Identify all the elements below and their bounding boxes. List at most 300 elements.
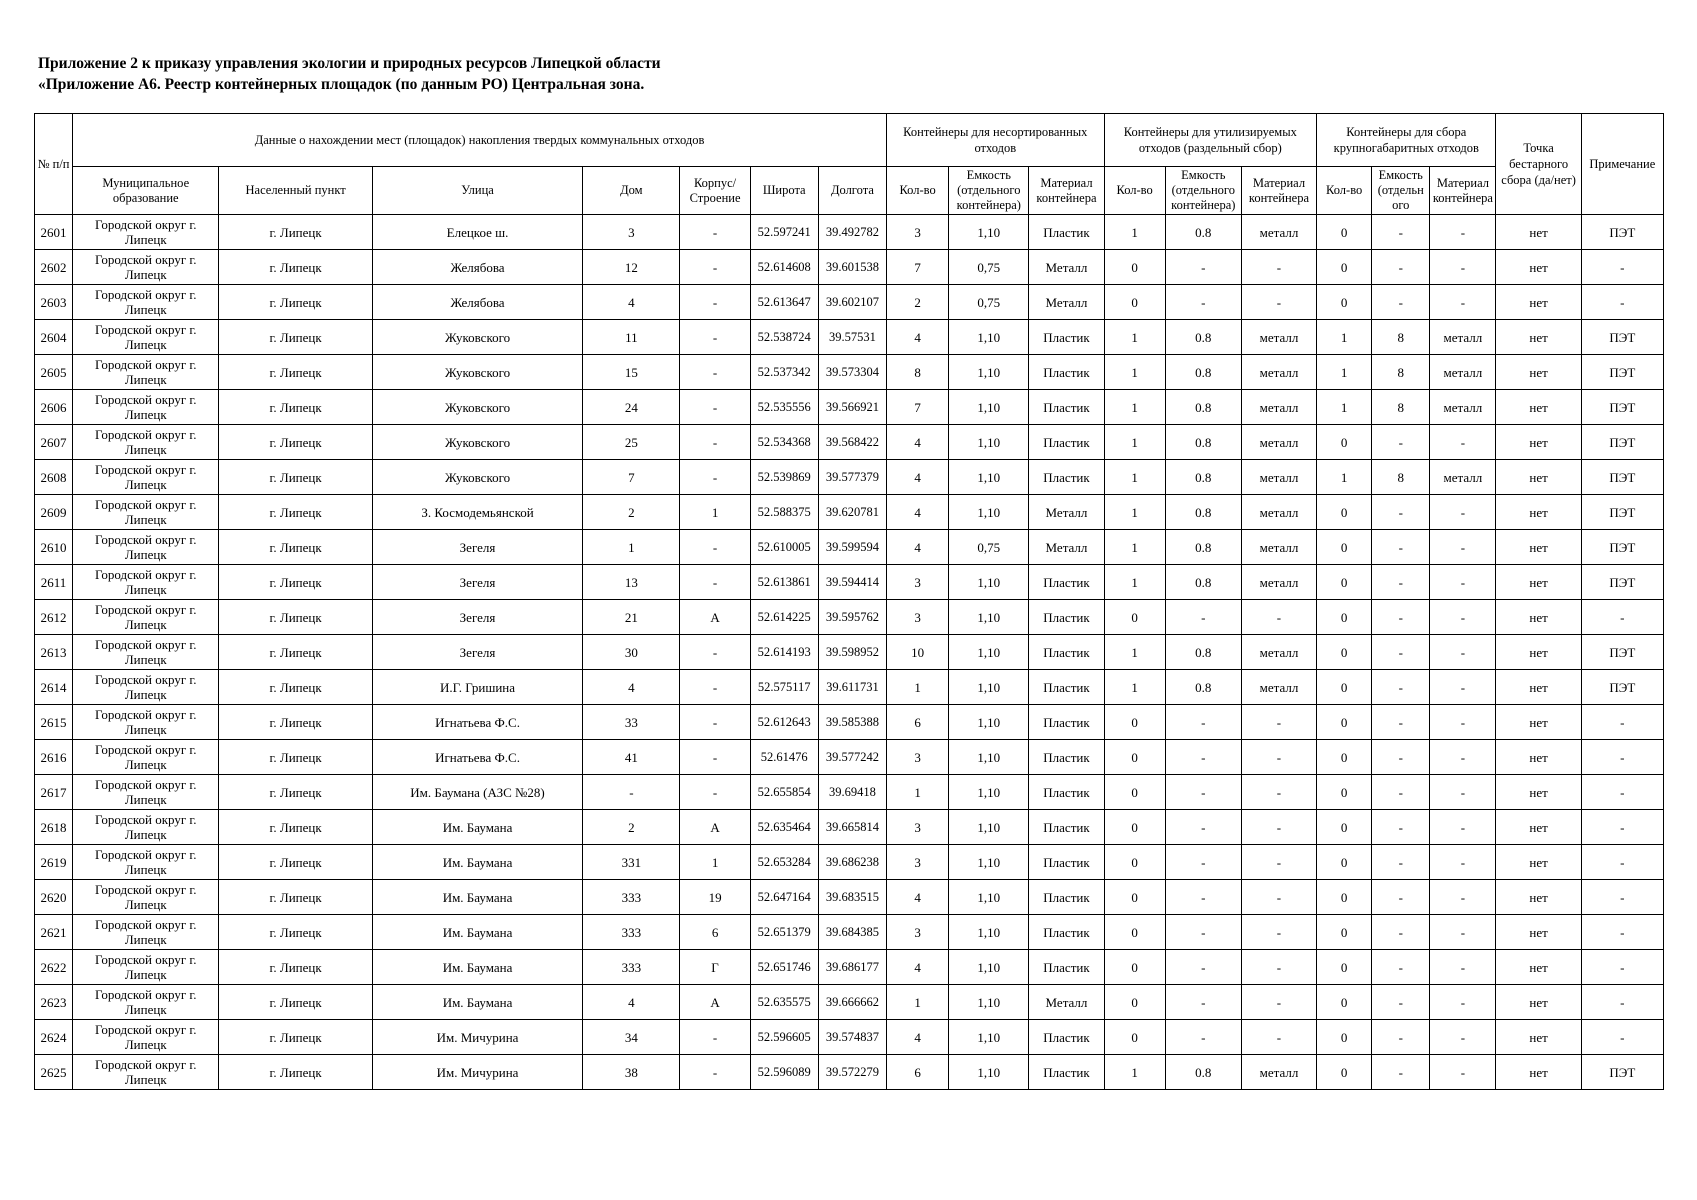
cell-building: - — [680, 1020, 750, 1055]
cell-material-recycle: - — [1241, 810, 1316, 845]
cell-building: 1 — [680, 495, 750, 530]
cell-settlement: г. Липецк — [219, 1020, 372, 1055]
cell-count: 6 — [887, 1055, 949, 1090]
cell-capacity-bulky: - — [1372, 425, 1430, 460]
cell-lat: 52.653284 — [750, 845, 818, 880]
cell-building: Г — [680, 950, 750, 985]
cell-capacity: 1,10 — [949, 845, 1029, 880]
cell-lon: 39.572279 — [818, 1055, 886, 1090]
cell-municipality: Городской округ г. Липецк — [73, 600, 219, 635]
cell-street: Зегеля — [372, 635, 582, 670]
cell-municipality: Городской округ г. Липецк — [73, 1055, 219, 1090]
cell-street: З. Космодемьянской — [372, 495, 582, 530]
cell-lat: 52.597241 — [750, 215, 818, 250]
cell-material-bulky: - — [1430, 1020, 1496, 1055]
table-row — [35, 705, 1664, 740]
cell-material-bulky: - — [1430, 810, 1496, 845]
cell-material: Пластик — [1029, 320, 1104, 355]
cell-lat: 52.575117 — [750, 670, 818, 705]
cell-material-recycle: - — [1241, 880, 1316, 915]
table-row — [35, 1055, 1664, 1090]
cell-municipality: Городской округ г. Липецк — [73, 390, 219, 425]
cell-lon: 39.573304 — [818, 355, 886, 390]
cell-lon: 39.568422 — [818, 425, 886, 460]
cell-material-recycle: - — [1241, 915, 1316, 950]
header-house: Дом — [583, 167, 680, 215]
cell-house: 3 — [583, 215, 680, 250]
cell-note: - — [1581, 1020, 1663, 1055]
cell-lon: 39.594414 — [818, 565, 886, 600]
cell-capacity: 1,10 — [949, 320, 1029, 355]
cell-count-bulky: 0 — [1317, 775, 1372, 810]
cell-lat: 52.613647 — [750, 285, 818, 320]
table-row — [35, 845, 1664, 880]
cell-capacity-recycle: 0.8 — [1165, 565, 1241, 600]
cell-street: Елецкое ш. — [372, 215, 582, 250]
cell-lat: 52.610005 — [750, 530, 818, 565]
cell-building: - — [680, 530, 750, 565]
cell-num: 2613 — [35, 635, 73, 670]
cell-note: ПЭТ — [1581, 530, 1663, 565]
cell-num: 2608 — [35, 460, 73, 495]
cell-material-bulky: металл — [1430, 355, 1496, 390]
cell-street: Им. Баумана — [372, 950, 582, 985]
cell-material: Пластик — [1029, 460, 1104, 495]
cell-material: Пластик — [1029, 390, 1104, 425]
cell-municipality: Городской округ г. Липецк — [73, 670, 219, 705]
table-body — [35, 215, 1664, 1090]
cell-count-bulky: 0 — [1317, 845, 1372, 880]
cell-street: Им. Баумана (АЗС №28) — [372, 775, 582, 810]
cell-bulk-point: нет — [1496, 810, 1581, 845]
cell-house: 15 — [583, 355, 680, 390]
header-unsorted-group: Контейнеры для несортированных отходов — [887, 114, 1105, 167]
cell-count-recycle: 0 — [1104, 845, 1165, 880]
cell-material: Металл — [1029, 285, 1104, 320]
cell-capacity-recycle: - — [1165, 285, 1241, 320]
cell-capacity-bulky: - — [1372, 565, 1430, 600]
cell-house: 4 — [583, 985, 680, 1020]
cell-note: - — [1581, 845, 1663, 880]
cell-capacity-bulky: - — [1372, 740, 1430, 775]
cell-count-bulky: 0 — [1317, 880, 1372, 915]
cell-num: 2610 — [35, 530, 73, 565]
cell-building: А — [680, 985, 750, 1020]
cell-count: 4 — [887, 950, 949, 985]
cell-count: 4 — [887, 320, 949, 355]
table-row — [35, 495, 1664, 530]
cell-material-bulky: - — [1430, 985, 1496, 1020]
cell-count-recycle: 1 — [1104, 425, 1165, 460]
cell-municipality: Городской округ г. Липецк — [73, 915, 219, 950]
cell-material: Пластик — [1029, 775, 1104, 810]
cell-num: 2606 — [35, 390, 73, 425]
header-count: Кол-во — [887, 167, 949, 215]
cell-material-bulky: - — [1430, 705, 1496, 740]
cell-count-recycle: 0 — [1104, 915, 1165, 950]
cell-house: 1 — [583, 530, 680, 565]
cell-capacity-bulky: - — [1372, 775, 1430, 810]
cell-note: ПЭТ — [1581, 215, 1663, 250]
cell-material-recycle: - — [1241, 845, 1316, 880]
cell-capacity-recycle: - — [1165, 600, 1241, 635]
cell-count-bulky: 0 — [1317, 250, 1372, 285]
cell-material: Металл — [1029, 495, 1104, 530]
cell-material-bulky: - — [1430, 635, 1496, 670]
cell-capacity-bulky: 8 — [1372, 355, 1430, 390]
cell-capacity-bulky: - — [1372, 1020, 1430, 1055]
cell-capacity-recycle: - — [1165, 845, 1241, 880]
header-bulky-group: Контейнеры для сбора крупногабаритных отходов — [1317, 114, 1496, 167]
cell-lon: 39.620781 — [818, 495, 886, 530]
cell-bulk-point: нет — [1496, 950, 1581, 985]
cell-settlement: г. Липецк — [219, 670, 372, 705]
cell-count-recycle: 0 — [1104, 600, 1165, 635]
cell-note: ПЭТ — [1581, 495, 1663, 530]
cell-settlement: г. Липецк — [219, 495, 372, 530]
cell-material-recycle: - — [1241, 950, 1316, 985]
cell-house: 24 — [583, 390, 680, 425]
cell-bulk-point: нет — [1496, 915, 1581, 950]
cell-count: 4 — [887, 495, 949, 530]
cell-material-recycle: металл — [1241, 355, 1316, 390]
cell-street: Жуковского — [372, 460, 582, 495]
cell-bulk-point: нет — [1496, 740, 1581, 775]
cell-lon: 39.602107 — [818, 285, 886, 320]
cell-settlement: г. Липецк — [219, 460, 372, 495]
cell-count-recycle: 0 — [1104, 880, 1165, 915]
cell-street: Зегеля — [372, 600, 582, 635]
cell-building: - — [680, 355, 750, 390]
cell-municipality: Городской округ г. Липецк — [73, 985, 219, 1020]
cell-material-bulky: - — [1430, 565, 1496, 600]
cell-material-bulky: - — [1430, 215, 1496, 250]
cell-street: Желябова — [372, 285, 582, 320]
cell-count: 7 — [887, 250, 949, 285]
cell-capacity: 1,10 — [949, 670, 1029, 705]
cell-count: 3 — [887, 565, 949, 600]
cell-material: Пластик — [1029, 215, 1104, 250]
cell-count: 3 — [887, 600, 949, 635]
cell-capacity-bulky: - — [1372, 285, 1430, 320]
cell-material-recycle: металл — [1241, 425, 1316, 460]
cell-house: 25 — [583, 425, 680, 460]
cell-capacity: 1,10 — [949, 880, 1029, 915]
cell-material-bulky: металл — [1430, 460, 1496, 495]
cell-house: 13 — [583, 565, 680, 600]
cell-material-recycle: металл — [1241, 215, 1316, 250]
cell-bulk-point: нет — [1496, 705, 1581, 740]
cell-settlement: г. Липецк — [219, 880, 372, 915]
cell-house: 38 — [583, 1055, 680, 1090]
cell-material-recycle: - — [1241, 985, 1316, 1020]
cell-street: И.Г. Гришина — [372, 670, 582, 705]
header-municipality: Муниципальное образование — [73, 167, 219, 215]
cell-capacity: 1,10 — [949, 775, 1029, 810]
cell-capacity: 1,10 — [949, 390, 1029, 425]
cell-bulk-point: нет — [1496, 670, 1581, 705]
table-row — [35, 670, 1664, 705]
container-sites-registry-table — [34, 113, 1664, 1090]
cell-lon: 39.69418 — [818, 775, 886, 810]
cell-note: - — [1581, 985, 1663, 1020]
cell-settlement: г. Липецк — [219, 250, 372, 285]
cell-house: 21 — [583, 600, 680, 635]
cell-capacity-recycle: 0.8 — [1165, 635, 1241, 670]
cell-material-bulky: - — [1430, 915, 1496, 950]
cell-lat: 52.651746 — [750, 950, 818, 985]
cell-lon: 39.665814 — [818, 810, 886, 845]
cell-capacity-recycle: 0.8 — [1165, 425, 1241, 460]
cell-street: Им. Баумана — [372, 845, 582, 880]
header-material-bulky: Материал контейнера — [1430, 167, 1496, 215]
cell-municipality: Городской округ г. Липецк — [73, 1020, 219, 1055]
cell-count-bulky: 0 — [1317, 425, 1372, 460]
cell-count-bulky: 0 — [1317, 495, 1372, 530]
table-row — [35, 460, 1664, 495]
cell-lat: 52.535556 — [750, 390, 818, 425]
cell-settlement: г. Липецк — [219, 915, 372, 950]
cell-count-bulky: 0 — [1317, 740, 1372, 775]
cell-count-recycle: 1 — [1104, 460, 1165, 495]
cell-note: - — [1581, 880, 1663, 915]
cell-house: 11 — [583, 320, 680, 355]
cell-bulk-point: нет — [1496, 215, 1581, 250]
cell-note: ПЭТ — [1581, 355, 1663, 390]
cell-num: 2615 — [35, 705, 73, 740]
cell-bulk-point: нет — [1496, 425, 1581, 460]
cell-street: Им. Баумана — [372, 880, 582, 915]
cell-num: 2604 — [35, 320, 73, 355]
cell-num: 2602 — [35, 250, 73, 285]
cell-house: 33 — [583, 705, 680, 740]
cell-bulk-point: нет — [1496, 985, 1581, 1020]
cell-note: ПЭТ — [1581, 670, 1663, 705]
table-row — [35, 320, 1664, 355]
table-row — [35, 740, 1664, 775]
cell-capacity-recycle: - — [1165, 1020, 1241, 1055]
cell-capacity-bulky: - — [1372, 530, 1430, 565]
cell-lon: 39.601538 — [818, 250, 886, 285]
cell-settlement: г. Липецк — [219, 775, 372, 810]
cell-material: Пластик — [1029, 880, 1104, 915]
cell-capacity-bulky: - — [1372, 950, 1430, 985]
cell-num: 2624 — [35, 1020, 73, 1055]
cell-note: - — [1581, 600, 1663, 635]
table-row — [35, 565, 1664, 600]
cell-count-bulky: 1 — [1317, 390, 1372, 425]
cell-material-recycle: металл — [1241, 565, 1316, 600]
cell-material: Пластик — [1029, 600, 1104, 635]
cell-house: 331 — [583, 845, 680, 880]
cell-bulk-point: нет — [1496, 460, 1581, 495]
cell-num: 2617 — [35, 775, 73, 810]
cell-building: - — [680, 740, 750, 775]
cell-note: ПЭТ — [1581, 635, 1663, 670]
cell-material-recycle: - — [1241, 1020, 1316, 1055]
cell-count: 1 — [887, 985, 949, 1020]
cell-building: - — [680, 705, 750, 740]
cell-material: Пластик — [1029, 1020, 1104, 1055]
cell-capacity-bulky: - — [1372, 915, 1430, 950]
cell-lat: 52.655854 — [750, 775, 818, 810]
cell-settlement: г. Липецк — [219, 565, 372, 600]
cell-capacity-recycle: 0.8 — [1165, 495, 1241, 530]
cell-count-recycle: 1 — [1104, 355, 1165, 390]
cell-num: 2605 — [35, 355, 73, 390]
cell-count: 3 — [887, 740, 949, 775]
cell-num: 2612 — [35, 600, 73, 635]
document-heading — [38, 53, 661, 95]
cell-municipality: Городской округ г. Липецк — [73, 495, 219, 530]
cell-building: - — [680, 635, 750, 670]
cell-municipality: Городской округ г. Липецк — [73, 740, 219, 775]
cell-bulk-point: нет — [1496, 355, 1581, 390]
cell-lat: 52.614225 — [750, 600, 818, 635]
cell-street: Зегеля — [372, 565, 582, 600]
cell-material-bulky: - — [1430, 250, 1496, 285]
cell-count-recycle: 1 — [1104, 320, 1165, 355]
cell-building: - — [680, 565, 750, 600]
cell-material: Пластик — [1029, 1055, 1104, 1090]
cell-material-bulky: - — [1430, 880, 1496, 915]
cell-capacity-bulky: - — [1372, 495, 1430, 530]
cell-capacity-recycle: - — [1165, 880, 1241, 915]
header-building: Корпус/ Строение — [680, 167, 750, 215]
table-row — [35, 810, 1664, 845]
cell-settlement: г. Липецк — [219, 740, 372, 775]
cell-bulk-point: нет — [1496, 565, 1581, 600]
cell-lon: 39.686177 — [818, 950, 886, 985]
cell-count-bulky: 0 — [1317, 985, 1372, 1020]
table-row — [35, 915, 1664, 950]
cell-count-recycle: 1 — [1104, 215, 1165, 250]
cell-material-recycle: металл — [1241, 460, 1316, 495]
cell-count-recycle: 0 — [1104, 985, 1165, 1020]
cell-count-bulky: 0 — [1317, 950, 1372, 985]
cell-lon: 39.598952 — [818, 635, 886, 670]
cell-count-bulky: 0 — [1317, 285, 1372, 320]
cell-lat: 52.596605 — [750, 1020, 818, 1055]
cell-street: Жуковского — [372, 425, 582, 460]
cell-capacity: 1,10 — [949, 810, 1029, 845]
cell-material-recycle: металл — [1241, 635, 1316, 670]
cell-capacity-recycle: 0.8 — [1165, 670, 1241, 705]
header-settlement: Населенный пункт — [219, 167, 372, 215]
cell-capacity: 1,10 — [949, 495, 1029, 530]
cell-municipality: Городской округ г. Липецк — [73, 635, 219, 670]
cell-capacity-bulky: - — [1372, 250, 1430, 285]
cell-capacity: 1,10 — [949, 215, 1029, 250]
cell-material: Пластик — [1029, 740, 1104, 775]
cell-num: 2622 — [35, 950, 73, 985]
cell-settlement: г. Липецк — [219, 390, 372, 425]
table-row — [35, 530, 1664, 565]
cell-material-recycle: металл — [1241, 390, 1316, 425]
table-row — [35, 215, 1664, 250]
cell-lat: 52.614193 — [750, 635, 818, 670]
cell-bulk-point: нет — [1496, 530, 1581, 565]
cell-count-recycle: 0 — [1104, 950, 1165, 985]
cell-count: 6 — [887, 705, 949, 740]
cell-num: 2620 — [35, 880, 73, 915]
cell-count-recycle: 0 — [1104, 1020, 1165, 1055]
cell-capacity-bulky: - — [1372, 635, 1430, 670]
header-num: № п/п — [35, 114, 73, 215]
table-row — [35, 635, 1664, 670]
cell-material: Металл — [1029, 530, 1104, 565]
header-location-group: Данные о нахождении мест (площадок) накопления твердых коммунальных отходов — [73, 114, 887, 167]
cell-settlement: г. Липецк — [219, 425, 372, 460]
cell-material: Металл — [1029, 985, 1104, 1020]
cell-note: - — [1581, 810, 1663, 845]
table-row — [35, 355, 1664, 390]
cell-building: 19 — [680, 880, 750, 915]
cell-settlement: г. Липецк — [219, 985, 372, 1020]
cell-num: 2611 — [35, 565, 73, 600]
cell-settlement: г. Липецк — [219, 320, 372, 355]
cell-municipality: Городской округ г. Липецк — [73, 810, 219, 845]
cell-settlement: г. Липецк — [219, 845, 372, 880]
cell-capacity: 1,10 — [949, 985, 1029, 1020]
cell-count-recycle: 0 — [1104, 775, 1165, 810]
cell-street: Игнатьева Ф.С. — [372, 740, 582, 775]
cell-house: 30 — [583, 635, 680, 670]
cell-municipality: Городской округ г. Липецк — [73, 425, 219, 460]
cell-count: 10 — [887, 635, 949, 670]
cell-material: Пластик — [1029, 810, 1104, 845]
cell-capacity-bulky: 8 — [1372, 390, 1430, 425]
cell-material-recycle: - — [1241, 285, 1316, 320]
cell-bulk-point: нет — [1496, 880, 1581, 915]
cell-material: Металл — [1029, 250, 1104, 285]
cell-note: - — [1581, 705, 1663, 740]
cell-note: - — [1581, 250, 1663, 285]
cell-count-recycle: 0 — [1104, 285, 1165, 320]
cell-capacity-recycle: - — [1165, 810, 1241, 845]
cell-lat: 52.588375 — [750, 495, 818, 530]
cell-building: - — [680, 425, 750, 460]
cell-count: 3 — [887, 915, 949, 950]
cell-capacity-bulky: - — [1372, 705, 1430, 740]
cell-settlement: г. Липецк — [219, 635, 372, 670]
cell-capacity: 1,10 — [949, 740, 1029, 775]
header-lon: Долгота — [818, 167, 886, 215]
cell-lon: 39.566921 — [818, 390, 886, 425]
cell-count: 3 — [887, 845, 949, 880]
cell-capacity: 0,75 — [949, 530, 1029, 565]
cell-material-bulky: - — [1430, 495, 1496, 530]
cell-note: - — [1581, 950, 1663, 985]
cell-building: - — [680, 250, 750, 285]
cell-lat: 52.651379 — [750, 915, 818, 950]
cell-capacity-recycle: - — [1165, 250, 1241, 285]
cell-capacity-bulky: - — [1372, 985, 1430, 1020]
cell-municipality: Городской округ г. Липецк — [73, 250, 219, 285]
cell-bulk-point: нет — [1496, 1055, 1581, 1090]
cell-count-recycle: 1 — [1104, 635, 1165, 670]
cell-building: - — [680, 670, 750, 705]
cell-capacity: 0,75 — [949, 250, 1029, 285]
cell-count-recycle: 0 — [1104, 250, 1165, 285]
cell-capacity: 1,10 — [949, 705, 1029, 740]
cell-capacity: 1,10 — [949, 1055, 1029, 1090]
cell-bulk-point: нет — [1496, 635, 1581, 670]
cell-count: 4 — [887, 880, 949, 915]
cell-house: 41 — [583, 740, 680, 775]
cell-lon: 39.577379 — [818, 460, 886, 495]
cell-capacity-recycle: 0.8 — [1165, 355, 1241, 390]
